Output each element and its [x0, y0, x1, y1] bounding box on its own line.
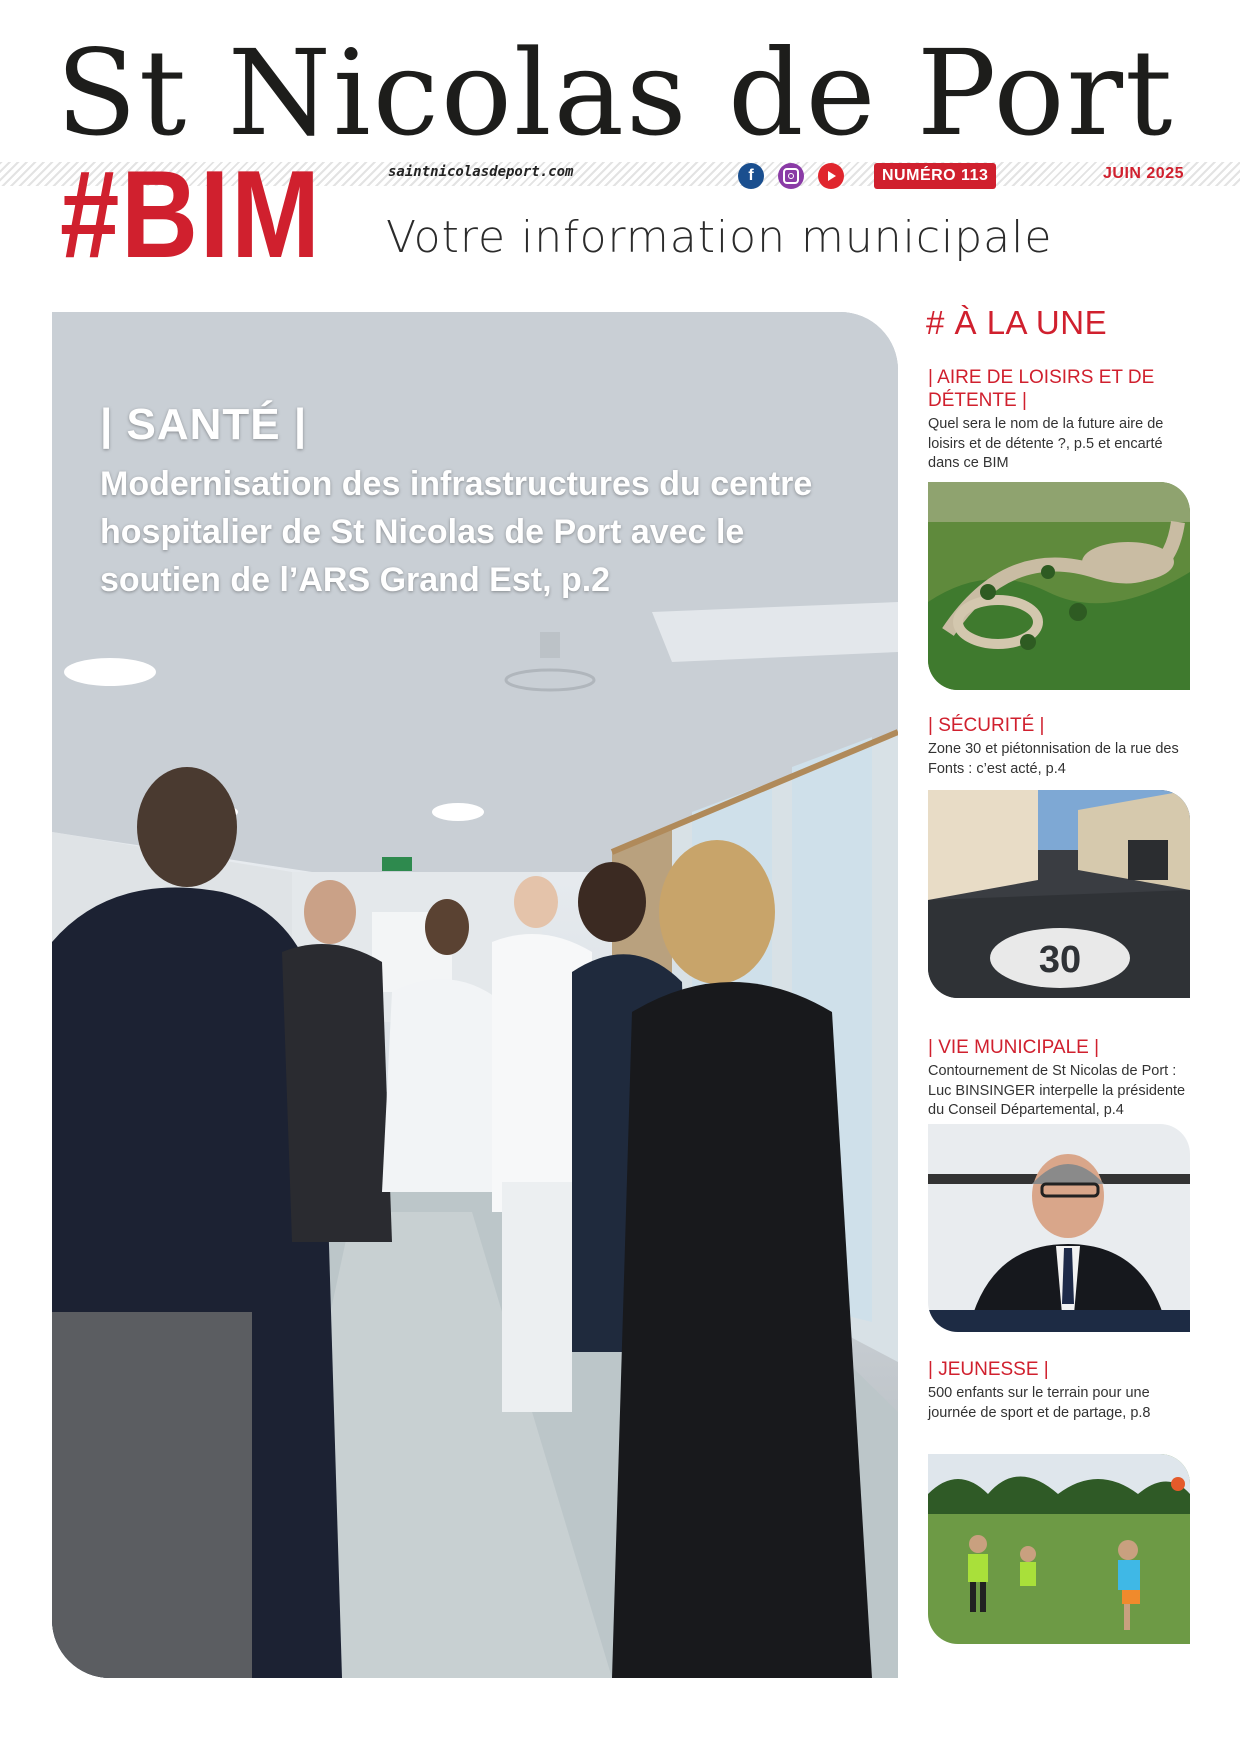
- zone-30-photo[interactable]: [928, 790, 1190, 998]
- sidebar-item-category: | SÉCURITÉ |: [928, 715, 1045, 736]
- masthead-title: St Nicolas de Port: [56, 24, 1175, 162]
- sidebar-item-text: Quel sera le nom de la future aire de loisirs et de détente ?, p.5 et encarté dans ce BIM: [928, 416, 1164, 471]
- youtube-icon[interactable]: [818, 163, 844, 189]
- sidebar-item-youth[interactable]: [928, 1358, 1190, 1423]
- sidebar-item-category: | AIRE DE LOISIRS ET DE DÉTENTE |: [928, 367, 1155, 411]
- facebook-icon[interactable]: f: [738, 163, 764, 189]
- sidebar-item-category: | JEUNESSE |: [928, 1359, 1049, 1380]
- leisure-area-photo[interactable]: [928, 482, 1190, 690]
- mayor-photo[interactable]: [928, 1124, 1190, 1332]
- instagram-icon[interactable]: [778, 163, 804, 189]
- sidebar-item-municipal[interactable]: [928, 1036, 1190, 1121]
- sidebar-item-category: | VIE MUNICIPALE |: [928, 1037, 1100, 1058]
- sidebar-title: # À LA UNE: [926, 304, 1108, 341]
- issue-date: JUIN 2025: [1103, 165, 1184, 182]
- hero-category: | SANTÉ |: [100, 400, 308, 449]
- hero-photo[interactable]: [52, 312, 898, 1678]
- issue-number-badge: NUMÉRO 113: [874, 163, 996, 189]
- road-marking-30: 30: [1038, 939, 1082, 981]
- sidebar-item-security[interactable]: [928, 714, 1190, 779]
- hero-headline[interactable]: Modernisation des infrastructures du centre hospitalier de St Nicolas de Port avec le soutien de l’ARS Grand Est, p.2: [100, 465, 813, 599]
- sidebar-item-text: 500 enfants sur le terrain pour une journée de sport et de partage, p.8: [928, 1385, 1151, 1421]
- youth-sports-photo[interactable]: [928, 1454, 1190, 1644]
- bim-logo: #BIM: [60, 146, 322, 284]
- website-link[interactable]: saintnicolasdeport.com: [388, 164, 574, 180]
- sidebar-item-text: Zone 30 et piétonnisation de la rue des Fonts : c’est acté, p.4: [928, 741, 1179, 777]
- sidebar-item-leisure[interactable]: [928, 366, 1190, 474]
- sidebar-item-text: Contournement de St Nicolas de Port : Luc BINSINGER interpelle la présidente du Conseil Départemental, p.4: [928, 1063, 1186, 1118]
- tagline: Votre information municipale: [386, 212, 1053, 263]
